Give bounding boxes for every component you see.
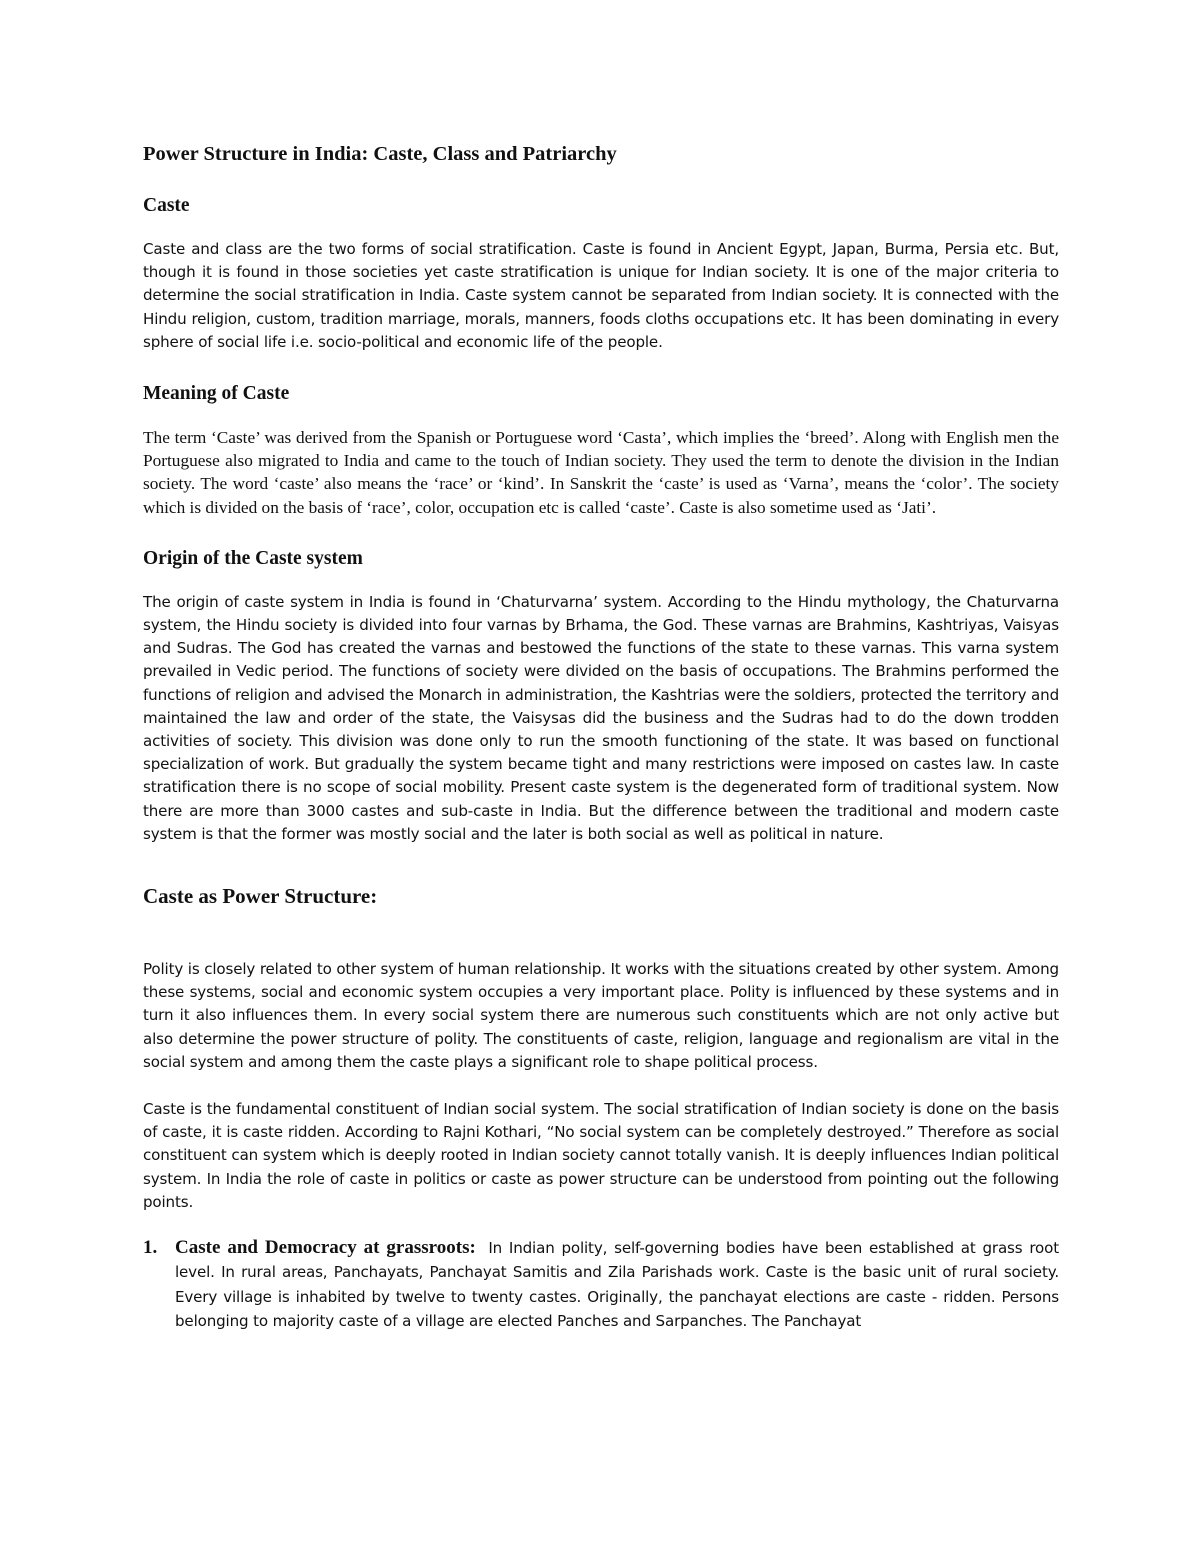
paragraph-meaning-of-caste: The term ‘Caste’ was derived from the Spanish or Portuguese word ‘Casta’, which implies the ‘breed’. Along with English men the Portuguese also migrated to India and came to the touch of Indian society. They used the term to denote the division in the Indian society. The word ‘caste’ also means the ‘race’ or ‘kind’. In Sanskrit the ‘caste’ is used as ‘Varna’, means the ‘color’. The society which is divided on the basis of ‘race’, color, occupation etc is called ‘caste’. Caste is also sometime used as ‘Jati’. [143,428,1059,517]
document-title: Power Structure in India: Caste, Class and Patriarchy [143,143,617,165]
paragraph-polity-relationship: Polity is closely related to other system of human relationship. It works with the situations created by other system. Among these systems, social and economic system occupies a very important place. Polity is influenced by these systems and in turn it also influences them. In every social system there are numerous such constituents which are not only active but also determine the power structure of polity. The constituents of caste, religion, language and regionalism are vital in the social system and among them the caste plays a significant role to shape political process. [143,960,1059,1071]
paragraph-caste-intro: Caste and class are the two forms of social stratification. Caste is found in Ancient Egypt, Japan, Burma, Persia etc. But, though it is found in those societies yet caste stratification is unique for Indian society. It is one of the major criteria to determine the social stratification in India. Caste system cannot be separated from Indian society. It is connected with the Hindu religion, custom, tradition marriage, morals, manners, foods cloths occupations etc. It has been dominating in every sphere of social life i.e. socio-political and economic life of the people. [143,240,1059,351]
point-text: In Indian polity, self-governing bodies have been established at grass root level. In rural areas, Panchayats, Panchayat Samitis and Zila Parishads work. Caste is the basic unit of rural society. Every village is inhabited by twelve to twenty castes. Originally, the panchayat elections are caste - ridden. Persons belonging to majority caste of a village are elected Panches and Sarpanches. The Panchayat [175,1239,1059,1330]
paragraph-caste-fundamental-constituent: Caste is the fundamental constituent of Indian social system. The social stratification of Indian society is done on the basis of caste, it is caste ridden. According to Rajni Kothari, “No social system can be completely destroyed.” Therefore as social constituent can system which is deeply rooted in Indian society cannot totally vanish. It is deeply influences Indian political system. In India the role of caste in politics or caste as power structure can be understood from pointing out the following points. [143,1100,1059,1211]
paragraph-origin-of-caste-system: The origin of caste system in India is found in ‘Chaturvarna’ system. According to the Hindu mythology, the Chaturvarna system, the Hindu society is divided into four varnas by Brhama, the God. These varnas are Brahmins, Kashtriyas, Vaisyas and Sudras. The God has created the varnas and bestowed the functions of the state to these varnas. This varna system prevailed in Vedic period. The functions of society were divided on the basis of occupations. The Brahmins performed the functions of religion and advised the Monarch in administration, the Kashtrias were the soldiers, protected the territory and maintained the law and order of the state, the Vaisysas did the business and the Sudras had to do the down trodden activities of society. This division was done only to run the smooth functioning of the state. It was based on functional specialization of work. But gradually the system became tight and many restrictions were imposed on castes law. In caste stratification there is no scope of social mobility. Present caste system is the degenerated form of traditional system. Now there are more than 3000 castes and sub-caste in India. But the difference between the traditional and modern caste system is that the former was mostly social and the later is both social as well as political in nature. [143,592,1059,843]
section-heading-meaning-of-caste: Meaning of Caste [143,383,290,405]
point-number: 1. [143,1237,158,1259]
numbered-points-list [143,1236,1059,1333]
section-heading-caste: Caste [143,195,190,216]
section-heading-caste-as-power-structure: Caste as Power Structure: [143,884,378,909]
section-heading-origin-of-caste-system: Origin of the Caste system [143,547,363,569]
document-page [143,138,1059,1333]
list-item [143,1236,1059,1333]
point-heading: Caste and Democracy at grassroots: [175,1237,476,1259]
